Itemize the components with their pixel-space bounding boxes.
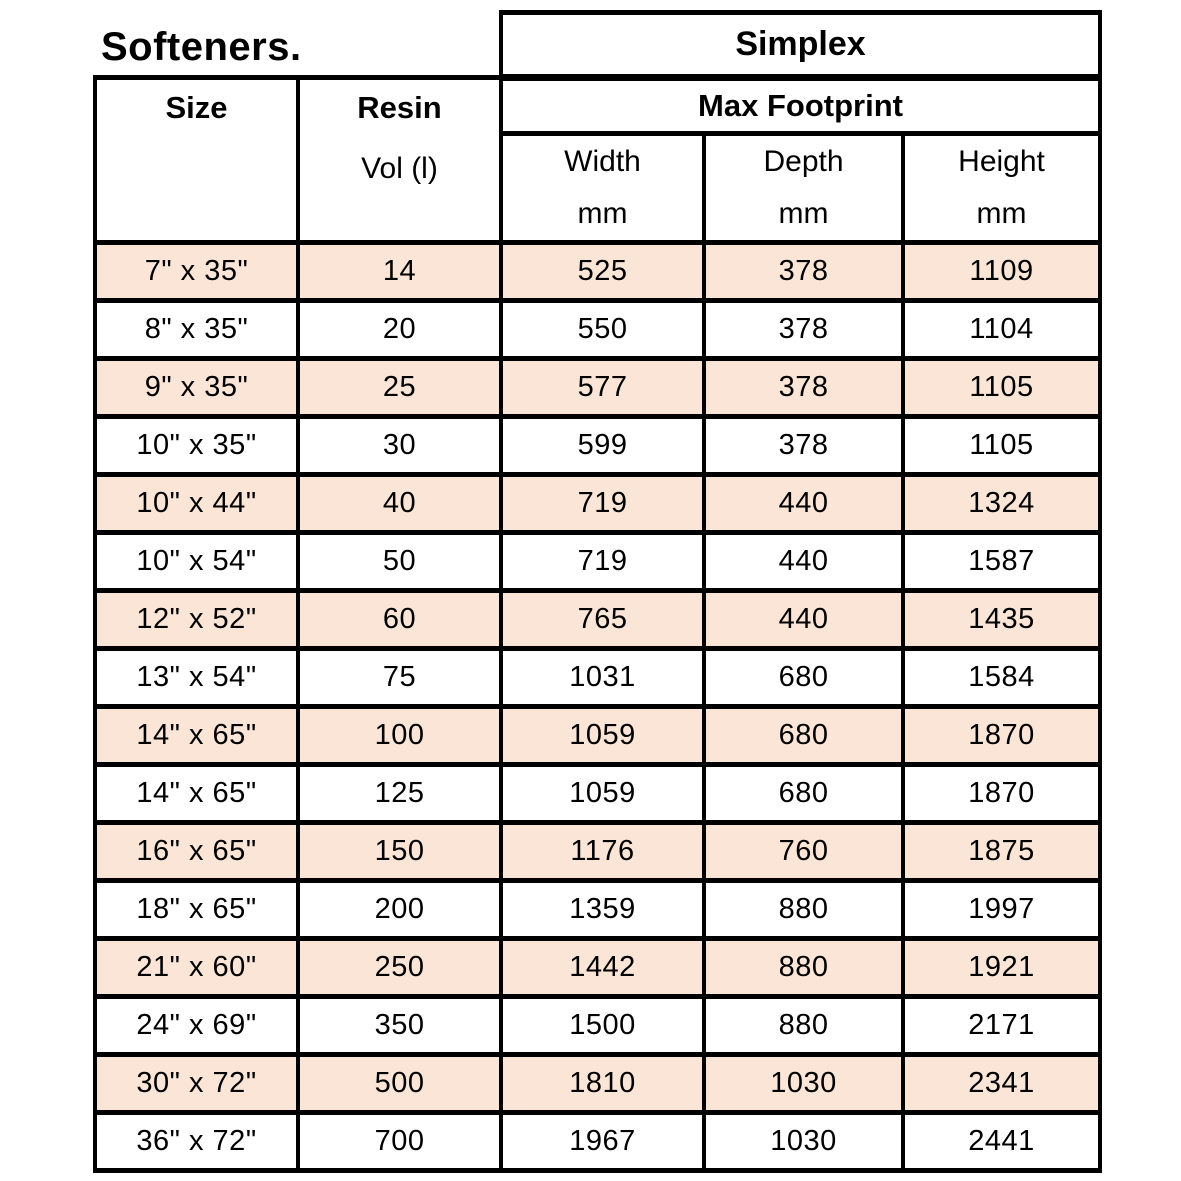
resin-vol-cell: 350 [298, 997, 501, 1055]
resin-vol-cell: 40 [298, 475, 501, 533]
table-body [95, 243, 1100, 1171]
width-mm-cell: 719 [501, 533, 704, 591]
col-header-width-unit: mm [577, 197, 628, 230]
col-header-depth-unit: mm [778, 197, 829, 230]
height-mm-cell: 2441 [903, 1113, 1100, 1171]
height-mm-cell: 1870 [903, 707, 1100, 765]
size-cell: 8" x 35" [95, 301, 298, 359]
height-mm-cell: 1584 [903, 649, 1100, 707]
size-cell: 14" x 65" [95, 707, 298, 765]
depth-mm-cell: 440 [704, 533, 903, 591]
col-header-width [501, 134, 704, 243]
width-mm-cell: 1059 [501, 707, 704, 765]
width-mm-cell: 1031 [501, 649, 704, 707]
resin-vol-cell: 500 [298, 1055, 501, 1113]
page-title: Softeners. [101, 25, 302, 69]
width-mm-cell: 765 [501, 591, 704, 649]
resin-vol-cell: 50 [298, 533, 501, 591]
height-mm-cell: 1875 [903, 823, 1100, 881]
depth-mm-cell: 760 [704, 823, 903, 881]
height-mm-cell: 1104 [903, 301, 1100, 359]
table-row [95, 1113, 1100, 1171]
col-header-height-label: Height [958, 145, 1045, 178]
size-cell: 9" x 35" [95, 359, 298, 417]
height-mm-cell: 1105 [903, 359, 1100, 417]
depth-mm-cell: 880 [704, 939, 903, 997]
depth-mm-cell: 378 [704, 417, 903, 475]
table-row [95, 417, 1100, 475]
table-row [95, 301, 1100, 359]
height-mm-cell: 1435 [903, 591, 1100, 649]
height-mm-cell: 2171 [903, 997, 1100, 1055]
height-mm-cell: 1587 [903, 533, 1100, 591]
table-row [95, 591, 1100, 649]
depth-mm-cell: 440 [704, 475, 903, 533]
depth-mm-cell: 880 [704, 997, 903, 1055]
width-mm-cell: 1967 [501, 1113, 704, 1171]
table-row [95, 939, 1100, 997]
depth-mm-cell: 378 [704, 301, 903, 359]
resin-vol-cell: 30 [298, 417, 501, 475]
table-row [95, 823, 1100, 881]
header-row-group [95, 13, 1100, 78]
height-mm-cell: 1324 [903, 475, 1100, 533]
size-cell: 14" x 65" [95, 765, 298, 823]
depth-mm-cell: 1030 [704, 1113, 903, 1171]
table-row [95, 881, 1100, 939]
width-mm-cell: 577 [501, 359, 704, 417]
col-header-depth-label: Depth [763, 145, 844, 178]
size-cell: 30" x 72" [95, 1055, 298, 1113]
col-header-resin [298, 78, 501, 243]
document-page [93, 10, 1102, 1173]
depth-mm-cell: 1030 [704, 1055, 903, 1113]
size-cell: 10" x 44" [95, 475, 298, 533]
resin-vol-cell: 700 [298, 1113, 501, 1171]
col-header-width-label: Width [564, 145, 641, 178]
width-mm-cell: 550 [501, 301, 704, 359]
height-mm-cell: 1870 [903, 765, 1100, 823]
size-cell: 36" x 72" [95, 1113, 298, 1171]
depth-mm-cell: 680 [704, 765, 903, 823]
header-row-main [95, 78, 1100, 134]
size-cell: 18" x 65" [95, 881, 298, 939]
width-mm-cell: 719 [501, 475, 704, 533]
table-row [95, 359, 1100, 417]
size-cell: 13" x 54" [95, 649, 298, 707]
width-mm-cell: 1500 [501, 997, 704, 1055]
col-header-resin-label: Resin [357, 90, 442, 125]
table-row [95, 475, 1100, 533]
depth-mm-cell: 378 [704, 243, 903, 301]
col-header-max-footprint: Max Footprint [501, 78, 1100, 134]
depth-mm-cell: 440 [704, 591, 903, 649]
table-row [95, 243, 1100, 301]
table-row [95, 765, 1100, 823]
softeners-table [93, 10, 1102, 1173]
width-mm-cell: 1810 [501, 1055, 704, 1113]
depth-mm-cell: 378 [704, 359, 903, 417]
height-mm-cell: 1109 [903, 243, 1100, 301]
table-header [95, 13, 1100, 243]
depth-mm-cell: 880 [704, 881, 903, 939]
resin-vol-cell: 200 [298, 881, 501, 939]
resin-vol-cell: 25 [298, 359, 501, 417]
table-row [95, 649, 1100, 707]
width-mm-cell: 1442 [501, 939, 704, 997]
table-row [95, 997, 1100, 1055]
height-mm-cell: 1997 [903, 881, 1100, 939]
depth-mm-cell: 680 [704, 707, 903, 765]
size-cell: 16" x 65" [95, 823, 298, 881]
resin-vol-cell: 150 [298, 823, 501, 881]
width-mm-cell: 599 [501, 417, 704, 475]
resin-vol-cell: 20 [298, 301, 501, 359]
col-header-size-label: Size [165, 90, 228, 125]
size-cell: 12" x 52" [95, 591, 298, 649]
table-row [95, 707, 1100, 765]
resin-vol-cell: 125 [298, 765, 501, 823]
size-cell: 24" x 69" [95, 997, 298, 1055]
col-header-size [95, 78, 298, 243]
width-mm-cell: 1176 [501, 823, 704, 881]
resin-vol-cell: 250 [298, 939, 501, 997]
col-header-height [903, 134, 1100, 243]
table-row [95, 533, 1100, 591]
title-cell [95, 13, 501, 78]
width-mm-cell: 1059 [501, 765, 704, 823]
resin-vol-cell: 100 [298, 707, 501, 765]
height-mm-cell: 1105 [903, 417, 1100, 475]
size-cell: 10" x 35" [95, 417, 298, 475]
col-header-depth [704, 134, 903, 243]
size-cell: 21" x 60" [95, 939, 298, 997]
width-mm-cell: 1359 [501, 881, 704, 939]
col-header-resin-unit: Vol (l) [361, 152, 438, 185]
height-mm-cell: 2341 [903, 1055, 1100, 1113]
depth-mm-cell: 680 [704, 649, 903, 707]
col-header-height-unit: mm [976, 197, 1027, 230]
table-row [95, 1055, 1100, 1113]
size-cell: 7" x 35" [95, 243, 298, 301]
resin-vol-cell: 60 [298, 591, 501, 649]
size-cell: 10" x 54" [95, 533, 298, 591]
width-mm-cell: 525 [501, 243, 704, 301]
group-header-simplex: Simplex [501, 13, 1100, 78]
height-mm-cell: 1921 [903, 939, 1100, 997]
resin-vol-cell: 75 [298, 649, 501, 707]
resin-vol-cell: 14 [298, 243, 501, 301]
